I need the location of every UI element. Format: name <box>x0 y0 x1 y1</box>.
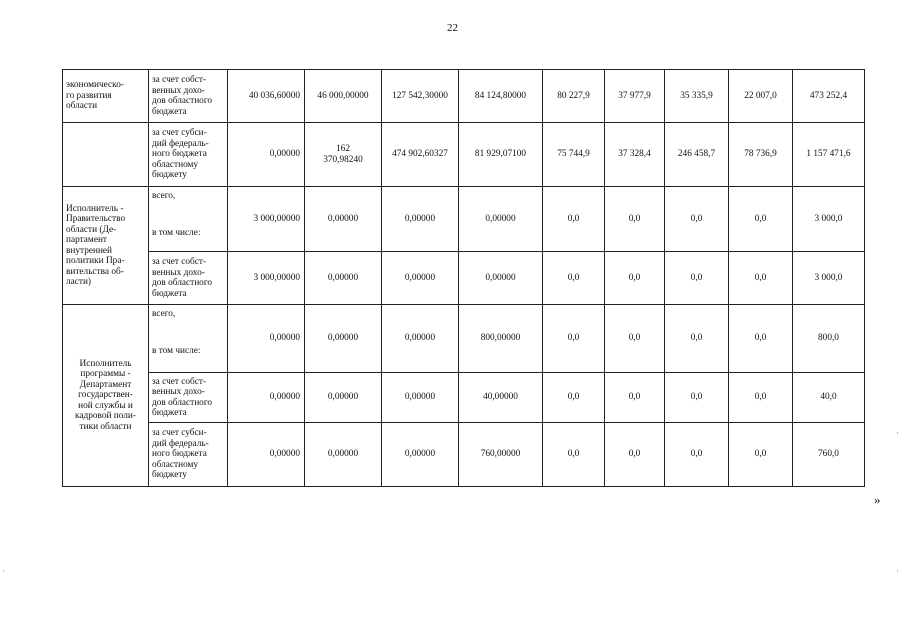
closing-quote-mark: » <box>874 492 881 507</box>
value-cell: 0,00000 <box>305 252 382 305</box>
value-cell: 162 370,98240 <box>305 123 382 187</box>
value-cell: 22 007,0 <box>729 70 793 123</box>
value-cell: 0,00000 <box>228 423 305 487</box>
value-cell: 0,0 <box>665 305 729 373</box>
source-cell: за счет собст- венных дохо- дов областного бюджета <box>149 252 228 305</box>
scan-edge-mark: · <box>896 566 899 576</box>
value-cell: 3 000,00000 <box>228 252 305 305</box>
value-cell: 0,0 <box>729 423 793 487</box>
value-cell: 0,00000 <box>382 373 459 423</box>
value-cell: 0,00000 <box>382 252 459 305</box>
value-cell: 0,0 <box>543 305 605 373</box>
value-cell: 0,0 <box>605 423 665 487</box>
source-including-label: в том числе: <box>152 227 201 238</box>
value-cell: 0,00000 <box>305 187 382 252</box>
value-cell: 0,00000 <box>459 187 543 252</box>
value-cell: 246 458,7 <box>665 123 729 187</box>
value-cell: 0,0 <box>665 252 729 305</box>
value-cell: 0,0 <box>605 252 665 305</box>
value-cell: 40,0 <box>793 373 865 423</box>
value-cell: 0,0 <box>543 187 605 252</box>
page-number: 22 <box>447 22 458 34</box>
value-cell: 0,0 <box>543 423 605 487</box>
value-cell: 0,00000 <box>228 373 305 423</box>
value-cell: 37 328,4 <box>605 123 665 187</box>
value-cell: 800,0 <box>793 305 865 373</box>
value-cell: 37 977,9 <box>605 70 665 123</box>
value-cell: 0,0 <box>729 252 793 305</box>
value-cell: 760,0 <box>793 423 865 487</box>
table-row <box>63 423 865 487</box>
value-cell: 0,0 <box>729 305 793 373</box>
table-body <box>63 70 865 487</box>
value-cell: 0,00000 <box>305 373 382 423</box>
value-cell: 0,00000 <box>382 187 459 252</box>
value-cell: 3 000,0 <box>793 252 865 305</box>
value-cell: 0,0 <box>605 373 665 423</box>
value-cell: 0,00000 <box>382 423 459 487</box>
value-cell: 80 227,9 <box>543 70 605 123</box>
source-cell: за счет субси- дий федераль- ного бюджета областному бюджету <box>149 423 228 487</box>
source-cell <box>149 305 228 373</box>
value-cell: 78 736,9 <box>729 123 793 187</box>
value-cell: 0,00000 <box>305 423 382 487</box>
value-cell: 3 000,00000 <box>228 187 305 252</box>
value-cell: 3 000,0 <box>793 187 865 252</box>
scan-edge-mark: · <box>2 566 5 576</box>
value-cell: 0,0 <box>729 187 793 252</box>
value-cell: 0,00000 <box>382 305 459 373</box>
value-cell: 0,00000 <box>459 252 543 305</box>
value-cell: 84 124,80000 <box>459 70 543 123</box>
scan-edge-mark: · <box>896 428 899 438</box>
value-cell: 473 252,4 <box>793 70 865 123</box>
value-cell: 0,0 <box>729 373 793 423</box>
table-row <box>63 305 865 373</box>
executor-cell: Исполнитель - Правительство области (Де- партамент внутренней политики Пра- вительства об- ласти) <box>63 187 149 305</box>
source-total-label: всего, <box>152 309 176 319</box>
table-row <box>63 70 865 123</box>
table-row <box>63 373 865 423</box>
budget-table <box>62 69 865 487</box>
source-total-label: всего, <box>152 191 176 201</box>
value-cell: 0,00000 <box>228 305 305 373</box>
source-cell <box>149 187 228 252</box>
value-cell: 0,0 <box>543 373 605 423</box>
value-cell: 0,00000 <box>305 305 382 373</box>
source-cell: за счет субси- дий федераль- ного бюджета областному бюджету <box>149 123 228 187</box>
value-cell: 46 000,00000 <box>305 70 382 123</box>
value-cell: 0,00000 <box>228 123 305 187</box>
table-row <box>63 123 865 187</box>
source-cell: за счет собст- венных дохо- дов областного бюджета <box>149 70 228 123</box>
value-cell: 760,00000 <box>459 423 543 487</box>
value-cell: 474 902,60327 <box>382 123 459 187</box>
source-including-label: в том числе: <box>152 345 201 356</box>
value-cell: 127 542,30000 <box>382 70 459 123</box>
value-cell: 0,0 <box>605 187 665 252</box>
table-row <box>63 187 865 252</box>
value-cell: 0,0 <box>665 423 729 487</box>
executor-cell: Исполнитель программы - Департамент государствен- ной службы и кадровой поли- тики области <box>63 305 149 487</box>
value-cell: 0,0 <box>665 373 729 423</box>
value-cell: 40 036,60000 <box>228 70 305 123</box>
value-cell: 0,0 <box>543 252 605 305</box>
source-cell: за счет собст- венных дохо- дов областного бюджета <box>149 373 228 423</box>
value-cell: 40,00000 <box>459 373 543 423</box>
value-cell: 800,00000 <box>459 305 543 373</box>
value-cell: 75 744,9 <box>543 123 605 187</box>
value-cell: 0,0 <box>665 187 729 252</box>
value-cell: 81 929,07100 <box>459 123 543 187</box>
value-cell: 1 157 471,6 <box>793 123 865 187</box>
executor-cell <box>63 123 149 187</box>
table-row <box>63 252 865 305</box>
value-cell: 0,0 <box>605 305 665 373</box>
value-cell: 35 335,9 <box>665 70 729 123</box>
executor-cell: экономическо- го развития области <box>63 70 149 123</box>
